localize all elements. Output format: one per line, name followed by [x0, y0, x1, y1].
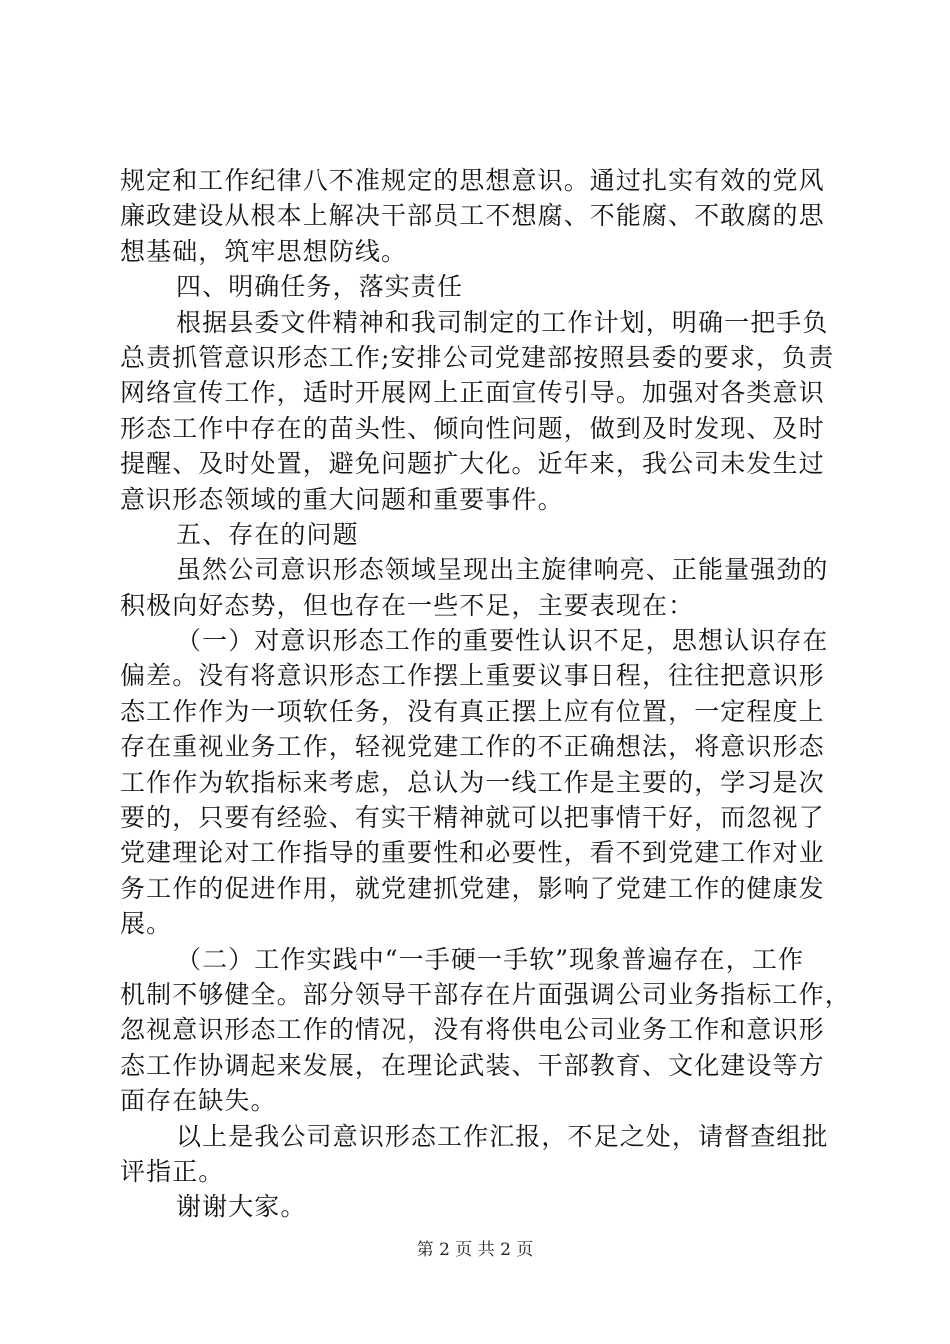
text-line: 网络宣传工作，适时开展网上正面宣传引导。加强对各类意识 — [120, 378, 825, 408]
text-line: 规定和工作纪律八不准规定的思想意识。通过扎实有效的党风 — [120, 166, 825, 195]
document-body — [120, 163, 851, 1225]
text-line: 态工作协调起来发展，在理论武装、干部教育、文化建设等方 — [120, 1050, 825, 1080]
text-line: 以上是我公司意识形态工作汇报，不足之处，请督查组批 — [176, 1121, 829, 1151]
text-line: 谢谢大家。 — [176, 1192, 307, 1222]
text-line: 展。 — [120, 909, 173, 939]
text-line: 存在重视业务工作，轻视党建工作的不正确想法，将意识形态 — [120, 732, 825, 762]
text-line: 提醒、及时处置，避免问题扩大化。近年来，我公司未发生过 — [120, 449, 825, 479]
text-line: 忽视意识形态工作的情况，没有将供电公司业务工作和意识形 — [120, 1015, 825, 1045]
text-line: 机制不够健全。部分领导干部存在片面强调公司业务指标工作， — [120, 979, 851, 1009]
text-line: （二）工作实践中“一手硬一手软”现象普遍存在，工作 — [176, 944, 805, 974]
text-line: 四、明确任务，落实责任 — [176, 272, 464, 302]
text-line: 态工作作为一项软任务，没有真正摆上应有位置，一定程度上 — [120, 696, 825, 726]
text-line: 工作作为软指标来考虑，总认为一线工作是主要的，学习是次 — [120, 767, 825, 797]
text-line: 评指正。 — [120, 1156, 225, 1186]
text-line: 务工作的促进作用，就党建抓党建，影响了党建工作的健康发 — [120, 873, 825, 903]
text-line: 想基础，筑牢思想防线。 — [120, 236, 408, 266]
text-line: 总责抓管意识形态工作;安排公司党建部按照县委的要求，负责 — [120, 342, 835, 372]
text-line: 形态工作中存在的苗头性、倾向性问题，做到及时发现、及时 — [120, 413, 825, 443]
text-line: 要的，只要有经验、有实干精神就可以把事情干好，而忽视了 — [120, 803, 825, 833]
text-line: 五、存在的问题 — [176, 519, 359, 549]
text-line: 意识形态领域的重大问题和重要事件。 — [120, 484, 564, 514]
page-number-label: 第 2 页 共 2 页 — [416, 1240, 534, 1260]
text-line: 党建理论对工作指导的重要性和必要性，看不到党建工作对业 — [120, 838, 825, 868]
text-line: 积极向好态势，但也存在一些不足，主要表现在： — [120, 590, 695, 620]
page-footer — [0, 1240, 950, 1260]
text-line: 廉政建设从根本上解决干部员工不想腐、不能腐、不敢腐的思 — [120, 201, 825, 231]
text-line: （一）对意识形态工作的重要性认识不足，思想认识存在 — [176, 626, 829, 656]
text-line: 根据县委文件精神和我司制定的工作计划，明确一把手负 — [176, 307, 829, 337]
text-line: 面存在缺失。 — [120, 1086, 277, 1116]
text-line: 虽然公司意识形态领域呈现出主旋律响亮、正能量强劲的 — [176, 555, 829, 585]
text-line: 偏差。没有将意识形态工作摆上重要议事日程，往往把意识形 — [120, 661, 825, 691]
